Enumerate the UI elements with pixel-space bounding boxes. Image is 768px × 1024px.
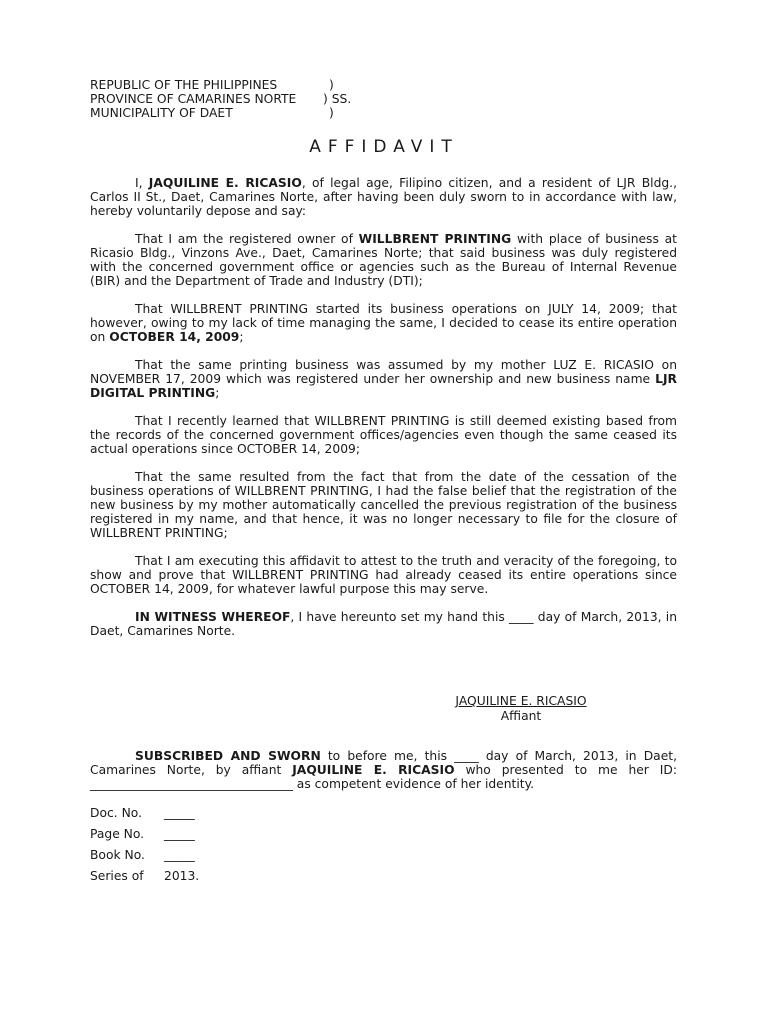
- text-run: ;: [239, 330, 244, 344]
- text-run: That I recently learned that WILLBRENT PRINTING is still deemed existing based from the records of the concerned government offices/agencies even though the same ceased its actual operations since OCTOBER 14, 2009;: [90, 414, 677, 456]
- caption-country: REPUBLIC OF THE PHILIPPINES: [90, 78, 278, 92]
- emphasis-text: IN WITNESS WHEREOF: [135, 610, 291, 624]
- text-run: with place of business at Ricasio Bldg., Vinzons Ave., Daet, Camarines Norte; that said business was duly registered with the concerned government office or agencies such as the Bureau of Internal Revenue (BIR) and the Department of Trade and Industry (DTI);: [90, 232, 677, 288]
- paragraph: [90, 554, 677, 596]
- text-run: That I am the registered owner of: [135, 232, 359, 246]
- text-run: That I am executing this affidavit to attest to the truth and veracity of the foregoing, to show and prove that WILLBRENT PRINTING had already ceased its entire operations since OCTOBER 14, 2009, for whatever lawful purpose this may serve.: [90, 554, 677, 596]
- entry-value: _____: [164, 848, 195, 862]
- text-run: That the same resulted from the fact that from the date of the cessation of the business operations of WILLBRENT PRINTING, I had the false belief that the registration of the new business by my mother automatically cancelled the previous registration of the business registered in my name, and that hence, it was no longer necessary to file for the closure of WILLBRENT PRINTING;: [90, 470, 677, 540]
- entry-label: Book No.: [90, 848, 145, 862]
- text-run: That WILLBRENT PRINTING started its business operations on JULY 14, 2009; that however, owing to my lack of time managing the same, I decided to cease its entire operation on: [90, 302, 677, 344]
- text-run: to before me, this ____ day of March, 2013, in Daet, Camarines Norte, by affiant: [90, 749, 677, 777]
- caption-province: PROVINCE OF CAMARINES NORTE: [90, 92, 297, 106]
- caption-bracket-ss: ) SS.: [323, 92, 352, 106]
- affidavit-body: [90, 176, 677, 652]
- text-run: who presented to me her ID: _________________________________ as competent evidence of her identity.: [90, 763, 677, 791]
- entry-label: Page No.: [90, 827, 145, 841]
- paragraph: [90, 232, 677, 288]
- jurat-paragraph: [90, 749, 677, 791]
- entry-value: 2013.: [164, 869, 200, 883]
- emphasis-text: WILLBRENT PRINTING: [358, 232, 512, 246]
- text-run: , of legal age, Filipino citizen, and a resident of LJR Bldg., Carlos II St., Daet, Camarines Norte, after having been duly sworn to in accordance with law, hereby voluntarily depose and say:: [90, 176, 677, 218]
- emphasis-text: SUBSCRIBED AND SWORN: [135, 749, 321, 763]
- emphasis-text: JAQUILINE E. RICASIO: [292, 763, 455, 777]
- paragraph: [90, 358, 677, 400]
- paragraph: [90, 470, 677, 540]
- text-run: , I have hereunto set my hand this ____ day of March, 2013, in Daet, Camarines Norte.: [90, 610, 677, 638]
- entry-value: _____: [164, 827, 195, 841]
- witness-clause: [90, 610, 677, 638]
- affiant-name: JAQUILINE E. RICASIO: [455, 694, 587, 708]
- affiant-signature-block: [420, 694, 622, 723]
- caption-bracket: ): [329, 78, 334, 92]
- entry-value: _____: [164, 806, 195, 820]
- caption-municipality: MUNICIPALITY OF DAET: [90, 106, 233, 120]
- paragraph: [90, 176, 677, 218]
- paragraph: [90, 414, 677, 456]
- emphasis-text: OCTOBER 14, 2009: [109, 330, 240, 344]
- paragraph: [90, 302, 677, 344]
- caption-bracket: ): [329, 106, 334, 120]
- text-run: I,: [135, 176, 149, 190]
- document-title: AFFIDAVIT: [309, 137, 459, 157]
- text-run: ;: [215, 386, 220, 400]
- text-run: That the same printing business was assumed by my mother LUZ E. RICASIO on NOVEMBER 17, 2009 which was registered under her ownership and new business name: [90, 358, 677, 386]
- entry-label: Series of: [90, 869, 144, 883]
- emphasis-text: JAQUILINE E. RICASIO: [148, 176, 302, 190]
- jurat: [90, 749, 677, 805]
- entry-label: Doc. No.: [90, 806, 142, 820]
- emphasis-text: LJR DIGITAL PRINTING: [90, 372, 677, 400]
- affiant-label: Affiant: [500, 708, 542, 723]
